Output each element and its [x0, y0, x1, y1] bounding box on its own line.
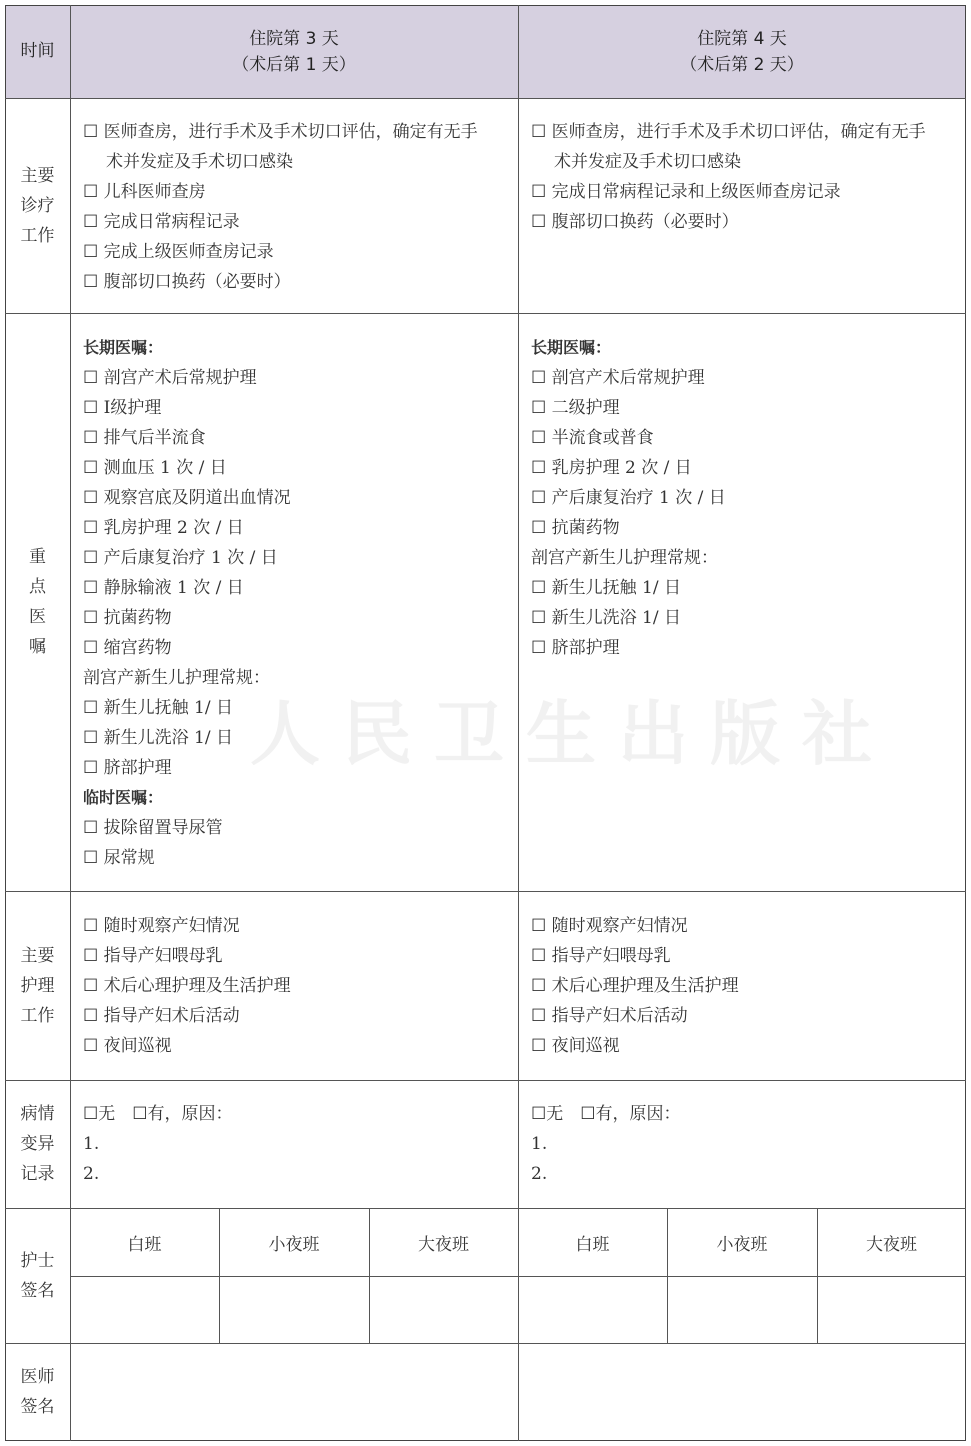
list-item: ☐ 静脉输液 1 次 / 日 [83, 578, 244, 598]
variation-reason-2: 2. [83, 1164, 100, 1184]
shift-day: 白班 [575, 1235, 610, 1255]
day3-title: 住院第 3 天 [249, 29, 339, 49]
list-item: 术并发症及手术切口感染 [106, 152, 293, 172]
row-divider [5, 891, 966, 892]
section-heading: 长期医嘱： [83, 338, 164, 357]
list-item: ☐ 剖宫产术后常规护理 [83, 368, 257, 388]
day4-subtitle: （术后第 2 天） [680, 55, 804, 75]
time-label: 时间 [20, 41, 55, 61]
shift-evening: 小夜班 [268, 1235, 320, 1255]
row-label-orders: 重 点 医 嘱 [29, 547, 46, 657]
day4-header [518, 26, 966, 78]
list-item: ☐ 医师查房，进行手术及手术切口评估，确定有无手 [83, 122, 478, 142]
list-item: ☐ 二级护理 [531, 398, 620, 418]
list-item: ☐ 新生儿洗浴 1/ 日 [83, 728, 233, 748]
list-item: ☐ 抗菌药物 [83, 608, 172, 628]
list-item: ☐ 术后心理护理及生活护理 [531, 976, 739, 996]
variation-reason-1: 1. [83, 1134, 100, 1154]
list-item: ☐ 半流食或普食 [531, 428, 654, 448]
day4-title: 住院第 4 天 [697, 29, 787, 49]
shift-evening: 小夜班 [716, 1235, 768, 1255]
list-item: ☐ 完成日常病程记录和上级医师查房记录 [531, 182, 841, 202]
column-divider [667, 1208, 668, 1343]
watermark: 人民卫生出版社 [250, 692, 894, 775]
row-divider [5, 1080, 966, 1081]
section-heading: 剖宫产新生儿护理常规： [531, 548, 718, 568]
variation-reason-1: 1. [531, 1134, 548, 1154]
variation-day4 [531, 1099, 680, 1189]
list-item: ☐ 排气后半流食 [83, 428, 206, 448]
list-item: ☐ 完成上级医师查房记录 [83, 242, 274, 262]
list-item: ☐ 儿科医师查房 [83, 182, 206, 202]
list-item: ☐ 腹部切口换药（必要时） [83, 272, 291, 292]
list-item: ☐ 医师查房，进行手术及手术切口评估，确定有无手 [531, 122, 926, 142]
variation-day3 [83, 1099, 232, 1189]
list-item: ☐ 脐部护理 [531, 638, 620, 658]
list-item: ☐ 观察宫底及阴道出血情况 [83, 488, 291, 508]
nursing-day3-list [83, 911, 291, 1061]
list-item: ☐ 完成日常病程记录 [83, 212, 240, 232]
row-divider [5, 1208, 966, 1209]
list-item: ☐ 随时观察产妇情况 [83, 916, 240, 936]
variation-options: ☐无 ☐有，原因： [531, 1104, 681, 1124]
list-item: ☐ 夜间巡视 [83, 1036, 172, 1056]
diagnosis-day4-list [531, 117, 926, 237]
list-item: 术并发症及手术切口感染 [554, 152, 741, 172]
list-item: ☐ 新生儿抚触 1/ 日 [531, 578, 681, 598]
row-divider [5, 98, 966, 99]
orders-day3-list [83, 333, 291, 873]
list-item: ☐ 乳房护理 2 次 / 日 [83, 518, 244, 538]
list-item: ☐ 指导产妇喂母乳 [83, 946, 223, 966]
list-item: ☐ 随时观察产妇情况 [531, 916, 688, 936]
list-item: ☐ Ⅰ级护理 [83, 398, 162, 418]
list-item: ☐ 剖宫产术后常规护理 [531, 368, 705, 388]
nursing-day4-list [531, 911, 739, 1061]
list-item: ☐ 测血压 1 次 / 日 [83, 458, 227, 478]
day3-subtitle: （术后第 1 天） [232, 55, 356, 75]
day3-header [70, 26, 518, 78]
column-divider [518, 5, 519, 1441]
list-item: ☐ 缩宫药物 [83, 638, 172, 658]
row-label-doctor-sign: 医师 签名 [20, 1367, 55, 1417]
list-item: ☐ 脐部护理 [83, 758, 172, 778]
column-divider [817, 1208, 818, 1343]
orders-day4-list [531, 333, 726, 663]
shift-night: 大夜班 [418, 1235, 469, 1255]
list-item: ☐ 产后康复治疗 1 次 / 日 [83, 548, 278, 568]
list-item: ☐ 产后康复治疗 1 次 / 日 [531, 488, 726, 508]
list-item: ☐ 指导产妇喂母乳 [531, 946, 671, 966]
list-item: ☐ 腹部切口换药（必要时） [531, 212, 739, 232]
list-item: ☐ 新生儿抚触 1/ 日 [83, 698, 233, 718]
list-item: ☐ 指导产妇术后活动 [83, 1006, 240, 1026]
variation-options: ☐无 ☐有，原因： [83, 1104, 233, 1124]
shift-day: 白班 [127, 1235, 162, 1255]
list-item: ☐ 乳房护理 2 次 / 日 [531, 458, 692, 478]
row-label-nurse-sign: 护士 签名 [20, 1251, 55, 1301]
list-item: ☐ 尿常规 [83, 848, 155, 868]
list-item: ☐ 新生儿洗浴 1/ 日 [531, 608, 681, 628]
list-item: ☐ 夜间巡视 [531, 1036, 620, 1056]
variation-reason-2: 2. [531, 1164, 548, 1184]
row-divider [5, 313, 966, 314]
row-divider [5, 1343, 966, 1344]
list-item: ☐ 术后心理护理及生活护理 [83, 976, 291, 996]
section-heading: 剖宫产新生儿护理常规： [83, 668, 270, 688]
column-divider [219, 1208, 220, 1343]
diagnosis-day3-list [83, 117, 478, 297]
row-label-diagnosis: 主要 诊疗 工作 [20, 166, 55, 246]
section-heading: 长期医嘱： [531, 338, 612, 357]
shift-night: 大夜班 [866, 1235, 917, 1255]
row-label-variation: 病情 变异 记录 [20, 1104, 55, 1184]
section-heading: 临时医嘱： [83, 788, 164, 807]
column-divider [70, 5, 71, 1441]
list-item: ☐ 拔除留置导尿管 [83, 818, 223, 838]
list-item: ☐ 指导产妇术后活动 [531, 1006, 688, 1026]
row-label-nursing: 主要 护理 工作 [20, 946, 55, 1026]
column-divider [369, 1208, 370, 1343]
list-item: ☐ 抗菌药物 [531, 518, 620, 538]
